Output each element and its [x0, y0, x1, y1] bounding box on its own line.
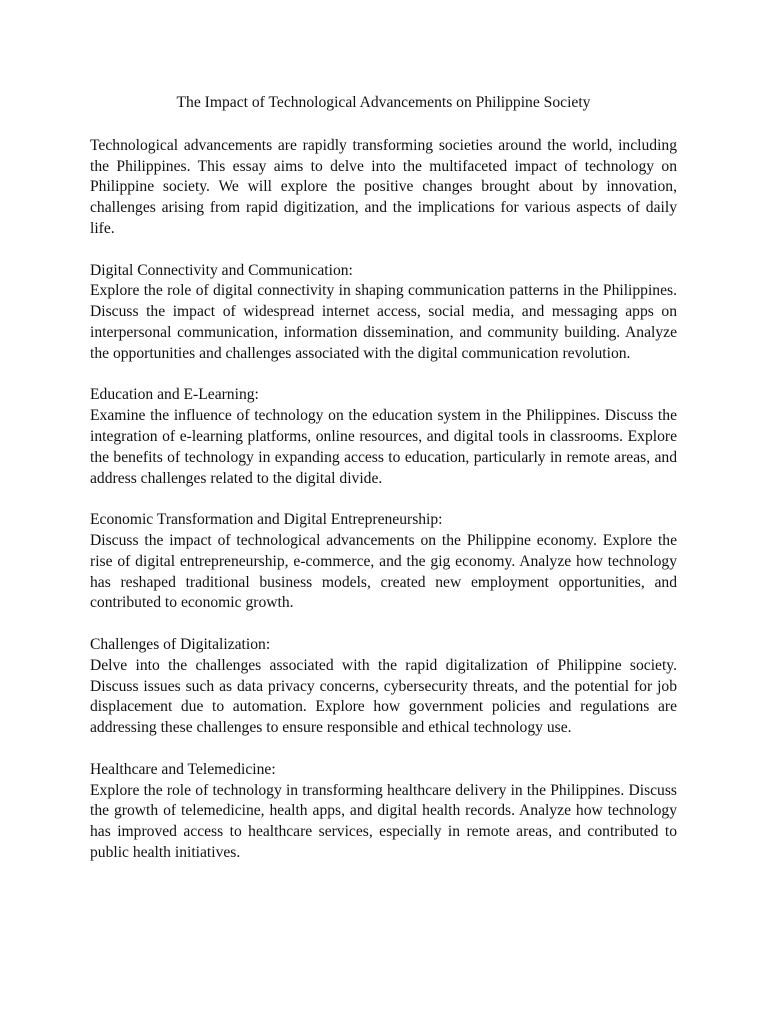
- section-healthcare: [90, 760, 677, 864]
- section-challenges: [90, 635, 677, 739]
- section-body: Examine the influence of technology on the education system in the Philippines. Discuss the integration of e-learning platforms, online resources, and digital tools in classrooms. Explore the benefits of technology in expanding access to education, particularly in remote areas, and address challenges related to the digital divide.: [90, 407, 677, 487]
- section-economic-transformation: [90, 510, 677, 614]
- section-heading: Digital Connectivity and Communication:: [90, 261, 353, 279]
- section-education: [90, 385, 677, 489]
- section-heading: Economic Transformation and Digital Entrepreneurship:: [90, 511, 443, 529]
- section-heading: Education and E-Learning:: [90, 386, 259, 404]
- section-body: Discuss the impact of technological advancements on the Philippine economy. Explore the rise of digital entrepreneurship, e-commerce, and the gig economy. Analyze how technology has reshaped traditional business models, created new employment opportunities, and contributed to economic growth.: [90, 531, 677, 612]
- section-body: Delve into the challenges associated with the rapid digitalization of Philippine society. Discuss issues such as data privacy concerns, cybersecurity threats, and the potential for job displacement due to automation. Explore how government policies and regulations are addressing these challenges to ensure responsible and ethical technology use.: [90, 656, 677, 737]
- intro-paragraph: Technological advancements are rapidly transforming societies around the world, including the Philippines. This essay aims to delve into the multifaceted impact of technology on Philippine society. We will explore the positive changes brought about by innovation, challenges arising from rapid digitization, and the implications for various aspects of daily life.: [90, 136, 677, 237]
- section-heading: Challenges of Digitalization:: [90, 635, 271, 653]
- section-body: Explore the role of technology in transforming healthcare delivery in the Philippines. Discuss the growth of telemedicine, health apps, and digital health records. Analyze how technology has improved access to healthcare services, especially in remote areas, and contributed to public health initiatives.: [90, 781, 677, 861]
- section-digital-connectivity: [90, 261, 677, 365]
- section-heading: Healthcare and Telemedicine:: [90, 760, 276, 778]
- document-title: The Impact of Technological Advancements on Philippine Society: [176, 94, 591, 111]
- section-body: Explore the role of digital connectivity in shaping communication patterns in the Philippines. Discuss the impact of widespread internet access, social media, and messaging apps on interpersonal communication, information dissemination, and community building. Analyze the opportunities and challenges associated with the digital communication revolution.: [90, 282, 677, 362]
- document-content: [90, 93, 677, 864]
